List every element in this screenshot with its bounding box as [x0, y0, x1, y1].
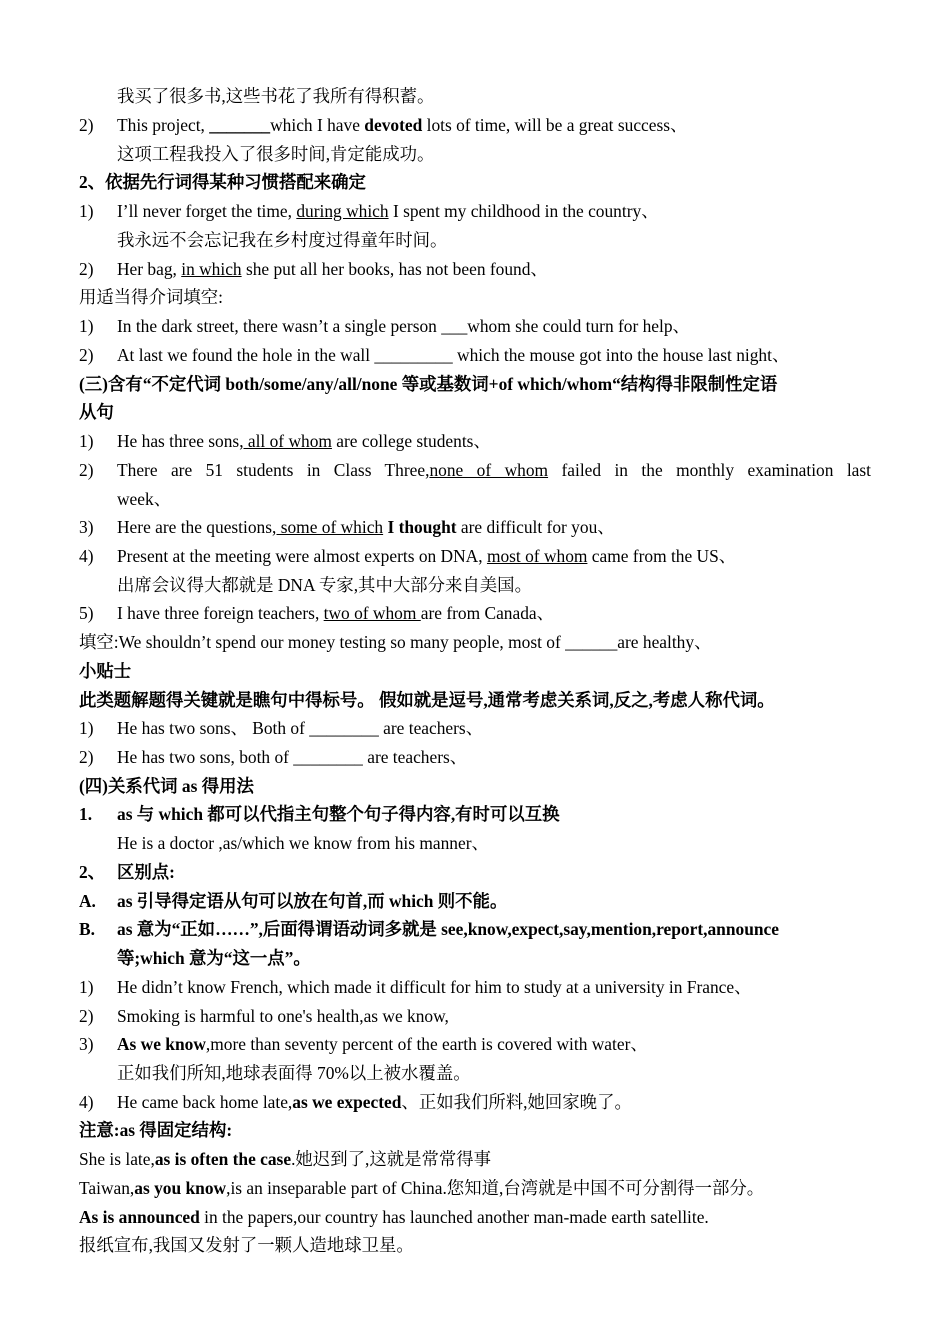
bold-text: 区别点: [117, 862, 175, 882]
text-run: He is a doctor ,as/which we know from his manner、 [117, 833, 489, 853]
indented-text [117, 140, 871, 169]
list-number: 2) [79, 259, 94, 279]
text-line [79, 82, 871, 111]
text-line [79, 571, 871, 600]
bold-text: as is often the case [154, 1149, 292, 1169]
list-item-text [117, 456, 871, 485]
text-line [79, 168, 871, 197]
text-line [79, 714, 871, 743]
list-item-text [117, 255, 871, 284]
list-number: 2) [79, 747, 94, 767]
text-line [79, 1030, 871, 1059]
list-item-text [117, 197, 871, 226]
indented-text [117, 571, 871, 600]
text-run: He has three sons [117, 431, 240, 451]
indented-text [117, 485, 871, 514]
text-line [79, 485, 871, 514]
bold-text: (三)含有“不定代词 both/some/any/all/none 等或基数词+of which/whom“结构得非限制性定语 [79, 374, 778, 394]
list-item-text [117, 599, 871, 628]
underlined-text: , all of whom [239, 431, 332, 451]
bold-text: I thought [387, 517, 457, 537]
bold-text: _______ [209, 115, 271, 135]
list-number: 5) [79, 603, 94, 623]
list-number: 4) [79, 546, 94, 566]
text-line [79, 341, 871, 370]
text-run: 出席会议得大都就是 DNA 专家,其中大部分来自美国。 [117, 575, 532, 595]
bold-text: 此类题解题得关键就是瞧句中得标号。 假如就是逗号,通常考虑关系词,反之,考虑人称代词。 [79, 690, 775, 710]
text-line [79, 111, 871, 140]
text-run: This project, [117, 115, 210, 135]
list-item-text [117, 887, 871, 916]
underlined-text: none of whom [429, 460, 549, 480]
bold-text: as you know [134, 1178, 227, 1198]
text-run: ,more than seventy percent of the earth is covered with water、 [205, 1034, 648, 1054]
text-line [79, 887, 871, 916]
list-number: 4) [79, 1092, 94, 1112]
text-line [79, 197, 871, 226]
text-line [79, 743, 871, 772]
bold-text: 注意:as 得固定结构: [79, 1120, 233, 1140]
list-number: 2) [79, 1006, 94, 1026]
text-line [79, 686, 871, 715]
text-run: Here are the questions [117, 517, 273, 537]
text-line [79, 283, 871, 312]
text-line [79, 140, 871, 169]
text-line [79, 255, 871, 284]
text-line [79, 1002, 871, 1031]
text-line [79, 427, 871, 456]
text-run: 用适当得介词填空: [79, 287, 223, 307]
text-line [79, 1203, 871, 1232]
text-run: There are 51 students in Class Three, [117, 460, 430, 480]
list-item-text [117, 312, 871, 341]
text-run: He has two sons、 Both of ________ are teachers、 [117, 718, 484, 738]
text-run: came from the US、 [587, 546, 737, 566]
list-item-text [117, 513, 871, 542]
text-line [79, 915, 871, 944]
text-run: In the dark street, there wasn’t a single person ___whom she could turn for help、 [117, 316, 690, 336]
text-line [79, 1145, 871, 1174]
text-line [79, 973, 871, 1002]
text-line [79, 944, 871, 973]
text-run: failed in the monthly examination last [548, 460, 871, 480]
text-run: He came back home late, [117, 1092, 293, 1112]
underlined-text: during which [296, 201, 389, 221]
bold-text: as 引导得定语从句可以放在句首,而 which 则不能。 [117, 891, 508, 911]
text-line [79, 312, 871, 341]
underlined-text: most of whom [486, 546, 588, 566]
text-line [79, 829, 871, 858]
list-number: 2) [79, 115, 94, 135]
list-number: 2) [79, 460, 94, 480]
text-run: are college students、 [331, 431, 491, 451]
text-run: 我买了很多书,这些书花了我所有得积蓄。 [117, 86, 435, 106]
list-item-text [117, 915, 871, 944]
text-run: At last we found the hole in the wall _________ which the mouse got into the house last night、 [117, 345, 790, 365]
text-run: which I have [270, 115, 365, 135]
text-line [79, 1116, 871, 1145]
list-number: 1) [79, 431, 94, 451]
text-line [79, 599, 871, 628]
indented-text [117, 944, 871, 973]
text-run: Present at the meeting were almost experts on DNA, [117, 546, 487, 566]
underlined-text: two of whom [323, 603, 421, 623]
text-run: 我永远不会忘记我在乡村度过得童年时间。 [117, 230, 448, 250]
text-run: She is late, [79, 1149, 155, 1169]
indented-text [117, 829, 871, 858]
list-item-text [117, 1002, 871, 1031]
list-number: 2) [79, 345, 94, 365]
text-run: 、正如我们所料,她回家晚了。 [401, 1092, 632, 1112]
bold-text: as we expected [292, 1092, 402, 1112]
text-run: 填空:We shouldn’t spend our money testing so many people, most of ______are healthy、 [79, 632, 712, 652]
text-run: she put all her books, has not been found、 [241, 259, 548, 279]
underlined-text: in which [181, 259, 242, 279]
bold-text: As we know [117, 1034, 206, 1054]
text-line [79, 800, 871, 829]
list-number: B. [79, 919, 95, 939]
list-number: 1) [79, 201, 94, 221]
bold-text: 等;which 意为“这一点”。 [117, 948, 311, 968]
list-item-text [117, 800, 871, 829]
text-run: week、 [117, 489, 172, 509]
list-item-text [117, 858, 871, 887]
list-item-text [117, 1030, 871, 1059]
bold-text: devoted [364, 115, 423, 135]
text-run: lots of time, will be a great success、 [422, 115, 688, 135]
underlined-text: , some of which [272, 517, 384, 537]
list-number: 3) [79, 517, 94, 537]
text-line [79, 772, 871, 801]
list-number: 3) [79, 1034, 94, 1054]
text-line [79, 858, 871, 887]
list-item-text [117, 542, 871, 571]
text-run: in the papers,our country has launched another man-made earth satellite. [199, 1207, 709, 1227]
list-number: 1) [79, 977, 94, 997]
text-run: He didn’t know French, which made it difficult for him to study at a university in France、 [117, 977, 752, 997]
text-run: Her bag, [117, 259, 182, 279]
text-run: are from Canada、 [420, 603, 555, 623]
text-line [79, 1088, 871, 1117]
text-run: ,is an inseparable part of China.您知道,台湾就是中国不可分割得一部分。 [226, 1178, 765, 1198]
list-number: 1. [79, 804, 93, 824]
text-run: are difficult for you、 [456, 517, 615, 537]
text-line [79, 370, 871, 399]
bold-text: as 意为“正如……”,后面得谓语动词多就是 see,know,expect,say,mention,report,announce [117, 919, 779, 939]
list-item-text [117, 111, 871, 140]
text-run: I have three foreign teachers, [117, 603, 324, 623]
text-line [79, 542, 871, 571]
list-item-text [117, 341, 871, 370]
list-item-text [117, 743, 871, 772]
list-number: 2、 [79, 862, 106, 882]
bold-text: As is announced [79, 1207, 200, 1227]
text-run: He has two sons, both of ________ are teachers、 [117, 747, 468, 767]
list-item-text [117, 973, 871, 1002]
text-run: .她迟到了,这就是常常得事 [291, 1149, 492, 1169]
list-item-text [117, 1088, 871, 1117]
text-run: 报纸宣布,我国又发射了一颗人造地球卫星。 [79, 1235, 414, 1255]
list-number: A. [79, 891, 96, 911]
text-line [79, 657, 871, 686]
list-number: 1) [79, 316, 94, 336]
text-line [79, 1174, 871, 1203]
text-run: I spent my childhood in the country、 [388, 201, 659, 221]
indented-text [117, 82, 871, 111]
bold-text: 从句 [79, 402, 114, 422]
indented-text [117, 1059, 871, 1088]
bold-text: (四)关系代词 as 得用法 [79, 776, 254, 796]
text-run: 这项工程我投入了很多时间,肯定能成功。 [117, 144, 435, 164]
list-item-text [117, 427, 871, 456]
text-line [79, 456, 871, 485]
list-number: 1) [79, 718, 94, 738]
bold-text: 2、依据先行词得某种习惯搭配来确定 [79, 172, 366, 192]
text-line [79, 628, 871, 657]
text-run: I’ll never forget the time, [117, 201, 297, 221]
text-run: 正如我们所知,地球表面得 70%以上被水覆盖。 [117, 1063, 471, 1083]
bold-text: as 与 which 都可以代指主句整个句子得内容,有时可以互换 [117, 804, 560, 824]
text-line [79, 398, 871, 427]
indented-text [117, 226, 871, 255]
list-item-text [117, 714, 871, 743]
text-line [79, 226, 871, 255]
bold-text: 小贴士 [79, 661, 132, 681]
text-run: Smoking is harmful to one's health,as we know, [117, 1006, 449, 1026]
text-line [79, 513, 871, 542]
text-line [79, 1231, 871, 1260]
text-run: Taiwan, [79, 1178, 135, 1198]
text-line [79, 1059, 871, 1088]
